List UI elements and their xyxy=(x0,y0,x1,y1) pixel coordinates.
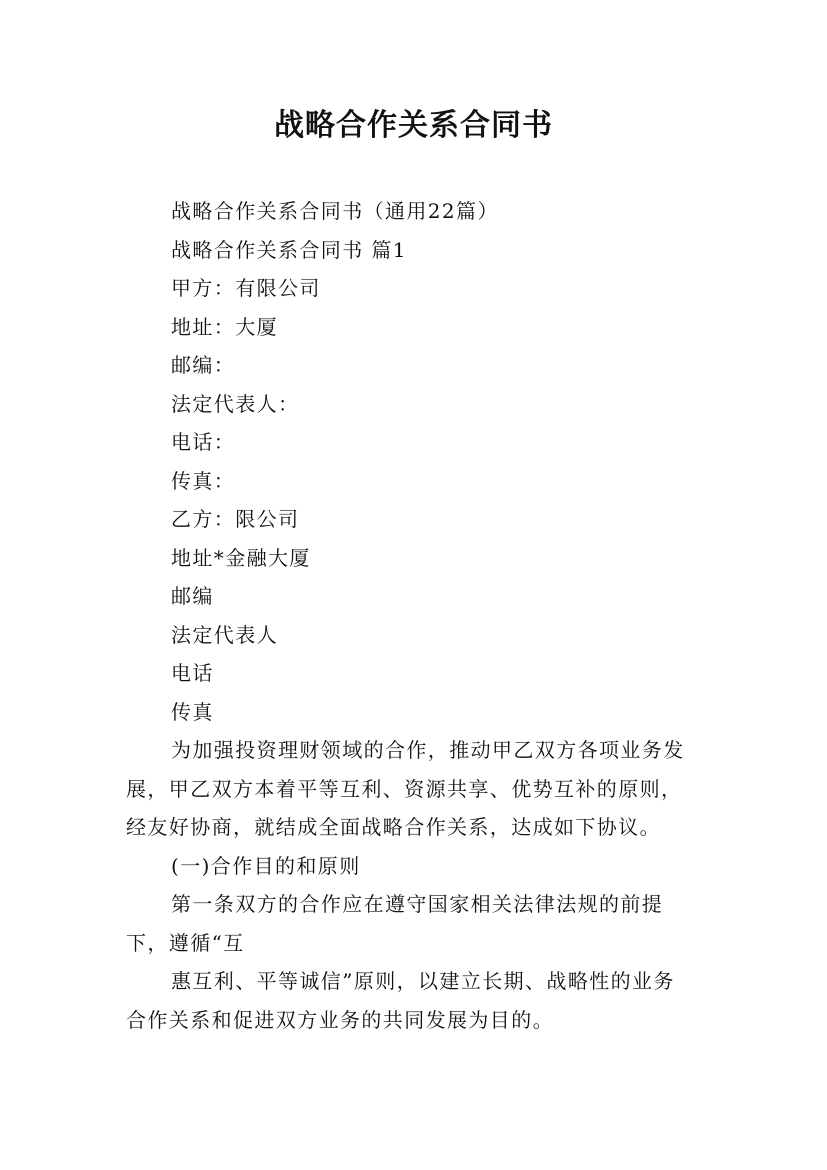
party-a-name: 甲方：有限公司 xyxy=(171,276,321,300)
party-b-postcode: 邮编 xyxy=(171,584,214,608)
party-b-fax: 传真 xyxy=(171,699,214,724)
document-body xyxy=(126,192,716,1039)
article-1-line-1: 第一条双方的合作应在遵守国家相关法律法规的前提 xyxy=(171,892,664,916)
paragraph-purpose-line-3: 经友好协商，就结成全面战略合作关系，达成如下协议。 xyxy=(126,815,661,839)
article-1-line-2: 下，遵循“互 xyxy=(126,930,245,955)
subtitle-line: 战略合作关系合同书（通用22篇） xyxy=(171,199,499,223)
party-b-name: 乙方：限公司 xyxy=(171,507,300,531)
party-a-phone: 电话： xyxy=(171,430,236,454)
paragraph-purpose-line-2: 展，甲乙双方本着平等互利、资源共享、优势互补的原则， xyxy=(126,776,683,801)
party-a-legal-rep: 法定代表人： xyxy=(171,391,300,416)
article-1-continued-line-1: 惠互利、平等诚信”原则，以建立长期、战略性的业务 xyxy=(171,969,675,993)
section-heading: (一)合作目的和原则 xyxy=(171,853,361,878)
chapter-heading: 战略合作关系合同书 篇1 xyxy=(171,237,407,262)
article-1-continued-line-2: 合作关系和促进双方业务的共同发展为目的。 xyxy=(126,1007,554,1032)
document-title: 战略合作关系合同书 xyxy=(274,108,553,143)
party-b-address: 地址*金融大厦 xyxy=(171,545,311,570)
party-a-fax: 传真： xyxy=(171,468,236,493)
party-b-phone: 电话 xyxy=(171,661,214,685)
party-a-address: 地址：大厦 xyxy=(171,314,278,339)
paragraph-purpose-line-1: 为加强投资理财领域的合作，推动甲乙双方各项业务发 xyxy=(171,738,685,762)
party-b-legal-rep: 法定代表人 xyxy=(171,622,278,647)
party-a-postcode: 邮编： xyxy=(171,353,236,377)
